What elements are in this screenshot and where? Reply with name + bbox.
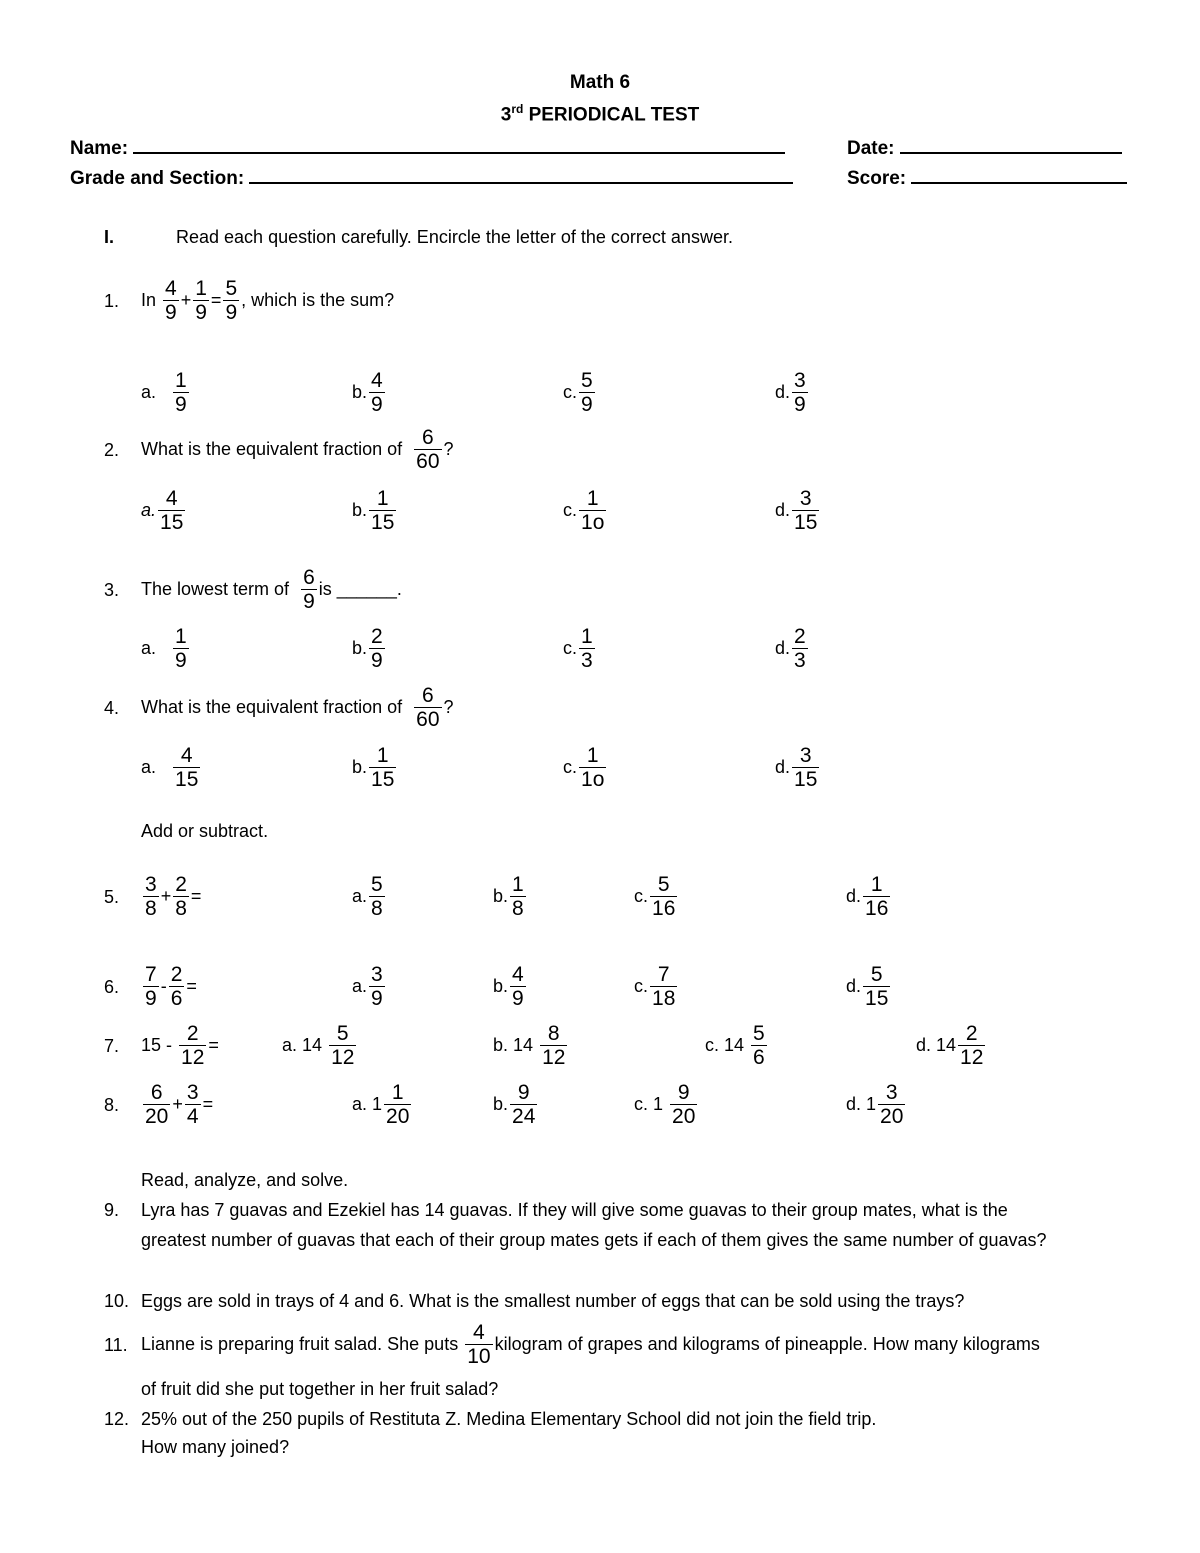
choice-label: b. 14 [493, 1034, 534, 1055]
section-instruction: Read each question carefully. Encircle the letter of the correct answer. [176, 227, 733, 247]
denominator: 8 [175, 896, 187, 920]
choice-label: c. [563, 499, 578, 520]
q2-choice-d[interactable] [775, 482, 821, 538]
q11-pre: Lianne is preparing fruit salad. She puts [141, 1334, 459, 1354]
choice-label: d. [775, 637, 791, 658]
denominator: 24 [512, 1104, 536, 1128]
choice-fraction [579, 626, 595, 671]
add-subtract-heading: Add or subtract. [141, 821, 269, 841]
score-blank[interactable] [911, 164, 1127, 184]
choice-fraction [579, 745, 606, 790]
numerator: 3 [885, 1080, 898, 1104]
numerator: 7 [145, 962, 157, 986]
q1-choice-c[interactable] [563, 364, 597, 420]
choice-label: d. [775, 381, 791, 402]
q1-choices [141, 364, 1041, 420]
denominator: 12 [960, 1045, 984, 1069]
q1-choice-b[interactable] [352, 364, 387, 420]
denominator: 8 [512, 896, 524, 920]
denominator: 18 [652, 986, 676, 1010]
q3-choice-c[interactable] [563, 620, 597, 676]
numerator: 1 [175, 368, 187, 392]
numerator: 5 [657, 872, 670, 896]
numerator: 1 [581, 624, 593, 648]
choice-fraction [369, 964, 385, 1009]
q11-line1 [141, 1316, 1040, 1372]
numerator: 4 [512, 962, 524, 986]
q6-choice-d[interactable] [846, 958, 892, 1014]
choice-label: a. [141, 499, 157, 520]
q6-number: 6. [104, 977, 120, 997]
choice-fraction [863, 874, 890, 919]
numerator: 5 [336, 1021, 349, 1045]
q5-stem [141, 868, 201, 924]
section-numeral: I. [104, 227, 115, 247]
numerator: 3 [799, 743, 812, 767]
denominator: 9 [195, 300, 207, 324]
name-blank[interactable] [133, 134, 785, 154]
plus-sign: + [180, 290, 192, 310]
choice-label: a. 1 [352, 1093, 383, 1114]
q5-choice-d[interactable] [846, 868, 892, 924]
score-label: Score: [847, 168, 907, 189]
numerator: 5 [870, 962, 883, 986]
choice-fraction [369, 626, 385, 671]
denominator: 9 [225, 300, 238, 324]
numerator: 4 [180, 743, 193, 767]
choice-label: a. [141, 637, 157, 658]
choice-fraction [510, 1082, 537, 1127]
numerator: 3 [145, 872, 157, 896]
q5-fraction-2 [173, 874, 189, 919]
choice-fraction [650, 964, 677, 1009]
numerator: 1 [512, 872, 524, 896]
choice-label: b. [352, 499, 368, 520]
q6-fraction-2 [169, 964, 185, 1009]
test-ordinal: 3 [500, 104, 512, 126]
denominator: 9 [794, 392, 806, 416]
denominator: 15 [371, 510, 395, 534]
denominator: 20 [145, 1104, 169, 1128]
choice-fraction [670, 1082, 697, 1127]
q2-choice-c[interactable] [563, 482, 608, 538]
choice-label: d. [775, 499, 791, 520]
denominator: 12 [181, 1045, 205, 1069]
q8-choice-d[interactable] [846, 1076, 907, 1132]
numerator: 5 [581, 368, 593, 392]
denominator: 9 [371, 986, 383, 1010]
denominator: 6 [753, 1045, 765, 1069]
choice-fraction [792, 370, 808, 415]
q1-stem [141, 272, 394, 328]
q7-choice-d[interactable] [916, 1017, 987, 1073]
q4-post: ? [443, 697, 454, 717]
grade-section-blank[interactable] [249, 164, 793, 184]
q1-fraction-1 [163, 278, 179, 323]
choice-fraction [369, 745, 396, 790]
denominator: 15 [160, 510, 184, 534]
numerator: 1 [391, 1080, 404, 1104]
q1-choice-a[interactable] [141, 364, 191, 420]
numerator: 5 [753, 1021, 765, 1045]
choice-label: a. [352, 885, 368, 906]
denominator: 9 [371, 648, 383, 672]
choice-label: b. [352, 637, 368, 658]
numerator: 4 [473, 1320, 485, 1344]
denominator: 6 [170, 986, 183, 1010]
q1-fraction-3 [223, 278, 239, 323]
choice-fraction [540, 1023, 567, 1068]
numerator: 5 [225, 276, 238, 300]
q6-choice-b[interactable] [493, 958, 528, 1014]
equals-sign: = [190, 886, 202, 906]
denominator: 9 [371, 392, 383, 416]
choice-fraction [878, 1082, 905, 1127]
choice-fraction [173, 745, 200, 790]
denominator: 15 [865, 986, 889, 1010]
choice-label: b. [493, 975, 509, 996]
denominator: 15 [175, 767, 199, 791]
name-label: Name: [70, 138, 129, 159]
denominator: 9 [303, 589, 315, 613]
q3-choice-a[interactable] [141, 620, 191, 676]
q8-choice-c[interactable] [634, 1076, 699, 1132]
q3-number: 3. [104, 580, 120, 600]
choice-label: c. [634, 885, 649, 906]
choice-fraction [792, 626, 808, 671]
numerator: 2 [371, 624, 383, 648]
q4-choices [141, 739, 1041, 795]
q5-number: 5. [104, 887, 120, 907]
choice-label: b. [493, 885, 509, 906]
q4-stem [141, 679, 454, 735]
numerator: 2 [170, 962, 183, 986]
denominator: 15 [371, 767, 395, 791]
choice-fraction [510, 874, 526, 919]
q8-choice-b[interactable] [493, 1076, 539, 1132]
q12-line1: 25% out of the 250 pupils of Restituta Z. Medina Elementary School did not join the field trip. [141, 1409, 877, 1429]
date-blank[interactable] [900, 134, 1122, 154]
choice-label: a. [352, 975, 368, 996]
choice-fraction [173, 626, 189, 671]
q12-number: 12. [104, 1409, 130, 1429]
numerator: 1 [586, 486, 599, 510]
plus-sign: + [172, 1094, 183, 1114]
denominator: 15 [794, 510, 818, 534]
denominator: 16 [652, 896, 676, 920]
numerator: 3 [799, 486, 812, 510]
numerator: 6 [421, 683, 434, 707]
date-field [847, 134, 1122, 160]
q2-stem [141, 421, 454, 477]
q6-stem [141, 958, 197, 1014]
q8-number: 8. [104, 1095, 120, 1115]
q10-text: Eggs are sold in trays of 4 and 6. What is the smallest number of eggs that can be sold using the trays? [141, 1291, 965, 1311]
numerator: 2 [186, 1021, 199, 1045]
choice-fraction [579, 488, 606, 533]
q1-post: , which is the sum? [241, 290, 395, 310]
q3-text: The lowest term of [141, 579, 290, 599]
denominator: 9 [581, 392, 593, 416]
q7-number: 7. [104, 1036, 120, 1056]
denominator: 1o [581, 510, 605, 534]
denominator: 12 [331, 1045, 355, 1069]
q11-fraction [465, 1322, 492, 1367]
equals-sign: = [186, 976, 197, 996]
choice-fraction [863, 964, 890, 1009]
q6-choice-c[interactable] [634, 958, 679, 1014]
test-title-rest: PERIODICAL TEST [523, 104, 700, 126]
denominator: 20 [386, 1104, 410, 1128]
denominator: 12 [542, 1045, 566, 1069]
denominator: 8 [371, 896, 383, 920]
grade-section-label: Grade and Section: [70, 168, 245, 189]
minus-sign: - [160, 976, 167, 996]
plus-sign: + [160, 886, 172, 906]
q11-number: 11. [104, 1335, 128, 1355]
numerator: 4 [165, 276, 177, 300]
q11-post: kilogram of grapes and kilograms of pineapple. How many kilograms [494, 1334, 1040, 1354]
choice-label: c. [563, 756, 578, 777]
equals-sign: = [202, 1094, 214, 1114]
choice-label: d. 14 [916, 1034, 957, 1055]
numerator: 3 [186, 1080, 199, 1104]
q5-fraction-1 [143, 874, 159, 919]
q4-choice-c[interactable] [563, 739, 608, 795]
q8-choice-a[interactable] [352, 1076, 413, 1132]
numerator: 8 [547, 1021, 560, 1045]
denominator: 4 [186, 1104, 199, 1128]
q1-choice-d[interactable] [775, 364, 810, 420]
grade-section-field [70, 164, 793, 190]
numerator: 6 [421, 425, 434, 449]
q6-fraction-1 [143, 964, 159, 1009]
q2-number: 2. [104, 440, 120, 460]
choice-label: c. [563, 637, 578, 658]
q11-line2: of fruit did she put together in her fruit salad? [141, 1379, 499, 1399]
q5-choice-b[interactable] [493, 868, 528, 924]
choice-fraction [792, 488, 819, 533]
choice-label: c. 1 [634, 1093, 664, 1114]
q3-post: is ______. [318, 579, 402, 599]
q4-text: What is the equivalent fraction of [141, 697, 403, 717]
choice-fraction [958, 1023, 985, 1068]
q7-choice-b[interactable] [493, 1017, 569, 1073]
numerator: 2 [794, 624, 806, 648]
denominator: 9 [165, 300, 177, 324]
denominator: 1o [581, 767, 605, 791]
q8-fraction-1 [143, 1082, 170, 1127]
choice-label: d. [846, 885, 862, 906]
denominator: 15 [794, 767, 818, 791]
test-title [0, 102, 1200, 126]
q4-number: 4. [104, 698, 120, 718]
choice-fraction [329, 1023, 356, 1068]
denominator: 9 [175, 648, 187, 672]
numerator: 9 [677, 1080, 690, 1104]
test-ordinal-suffix: rd [511, 102, 524, 116]
choice-fraction [792, 745, 819, 790]
q5-choice-a[interactable] [352, 868, 387, 924]
numerator: 1 [586, 743, 599, 767]
denominator: 60 [416, 449, 440, 473]
q2-fraction [414, 427, 441, 472]
denominator: 8 [145, 896, 157, 920]
choice-label: b. [493, 1093, 509, 1114]
q2-post: ? [443, 439, 454, 459]
denominator: 3 [581, 648, 593, 672]
numerator: 9 [517, 1080, 530, 1104]
q3-choice-d[interactable] [775, 620, 810, 676]
numerator: 6 [150, 1080, 163, 1104]
numerator: 1 [870, 872, 883, 896]
q2-choice-a[interactable] [141, 482, 187, 538]
q9-text: Lyra has 7 guavas and Ezekiel has 14 guavas. If they will give some guavas to their group mates, what is the greatest number of guavas that each of their group mates gets if each of them gives the same number of guavas? [141, 1200, 1047, 1250]
q7-fraction [179, 1023, 206, 1068]
word-problems-heading: Read, analyze, and solve. [141, 1170, 349, 1190]
subject-title: Math 6 [569, 72, 631, 93]
q1-number: 1. [104, 291, 120, 311]
numerator: 2 [965, 1021, 978, 1045]
name-field [70, 134, 785, 160]
choice-label: b. [352, 381, 368, 402]
q2-choices [141, 482, 1041, 538]
choice-fraction [158, 488, 185, 533]
q7-choice-a[interactable] [282, 1017, 358, 1073]
choice-fraction [369, 370, 385, 415]
choice-fraction [650, 874, 677, 919]
q6-choice-a[interactable] [352, 958, 387, 1014]
q4-fraction [414, 685, 441, 730]
q3-stem [141, 561, 402, 617]
denominator: 9 [145, 986, 157, 1010]
q10-number: 10. [104, 1291, 130, 1311]
denominator: 60 [416, 707, 440, 731]
choice-label: c. [563, 381, 578, 402]
choice-label: a. 14 [282, 1034, 323, 1055]
q3-choice-b[interactable] [352, 620, 387, 676]
score-field [847, 164, 1127, 190]
q2-choice-b[interactable] [352, 482, 398, 538]
q7-choice-c[interactable] [705, 1017, 769, 1073]
q9-number: 9. [104, 1200, 120, 1220]
q4-choice-b[interactable] [352, 739, 398, 795]
choice-fraction [173, 370, 189, 415]
denominator: 10 [467, 1344, 491, 1368]
q4-choice-a[interactable] [141, 739, 202, 795]
choice-label: c. [634, 975, 649, 996]
numerator: 7 [657, 962, 670, 986]
q7-whole: 15 - [141, 1035, 173, 1055]
numerator: 1 [376, 486, 389, 510]
q1-pre: In [141, 290, 157, 310]
q1-fraction-2 [193, 278, 209, 323]
numerator: 5 [371, 872, 383, 896]
choice-label: c. 14 [705, 1034, 745, 1055]
numerator: 1 [195, 276, 207, 300]
denominator: 16 [865, 896, 889, 920]
choice-label: d. [846, 975, 862, 996]
equals-sign: = [208, 1035, 219, 1055]
choice-label: d. 1 [846, 1093, 877, 1114]
q7-stem [141, 1017, 219, 1073]
choice-label: a. [141, 756, 157, 777]
numerator: 6 [303, 565, 315, 589]
q3-fraction [301, 567, 317, 612]
q8-fraction-2 [185, 1082, 201, 1127]
numerator: 3 [371, 962, 383, 986]
denominator: 9 [175, 392, 187, 416]
numerator: 2 [175, 872, 187, 896]
choice-label: a. [141, 381, 157, 402]
denominator: 3 [794, 648, 806, 672]
numerator: 4 [165, 486, 178, 510]
q8-stem [141, 1076, 213, 1132]
choice-fraction [369, 874, 385, 919]
numerator: 1 [175, 624, 187, 648]
choice-fraction [751, 1023, 767, 1068]
numerator: 4 [371, 368, 383, 392]
choice-fraction [369, 488, 396, 533]
q4-choice-d[interactable] [775, 739, 821, 795]
q12-line2: How many joined? [141, 1437, 290, 1457]
choice-label: b. [352, 756, 368, 777]
choice-fraction [510, 964, 526, 1009]
choice-fraction [579, 370, 595, 415]
q3-choices [141, 620, 1041, 676]
denominator: 9 [512, 986, 524, 1010]
choice-label: d. [775, 756, 791, 777]
choice-fraction [384, 1082, 411, 1127]
denominator: 20 [672, 1104, 696, 1128]
q2-text: What is the equivalent fraction of [141, 439, 403, 459]
date-label: Date: [847, 138, 895, 159]
numerator: 1 [376, 743, 389, 767]
numerator: 3 [794, 368, 806, 392]
denominator: 20 [880, 1104, 904, 1128]
equals-sign: = [210, 290, 222, 310]
q5-choice-c[interactable] [634, 868, 679, 924]
